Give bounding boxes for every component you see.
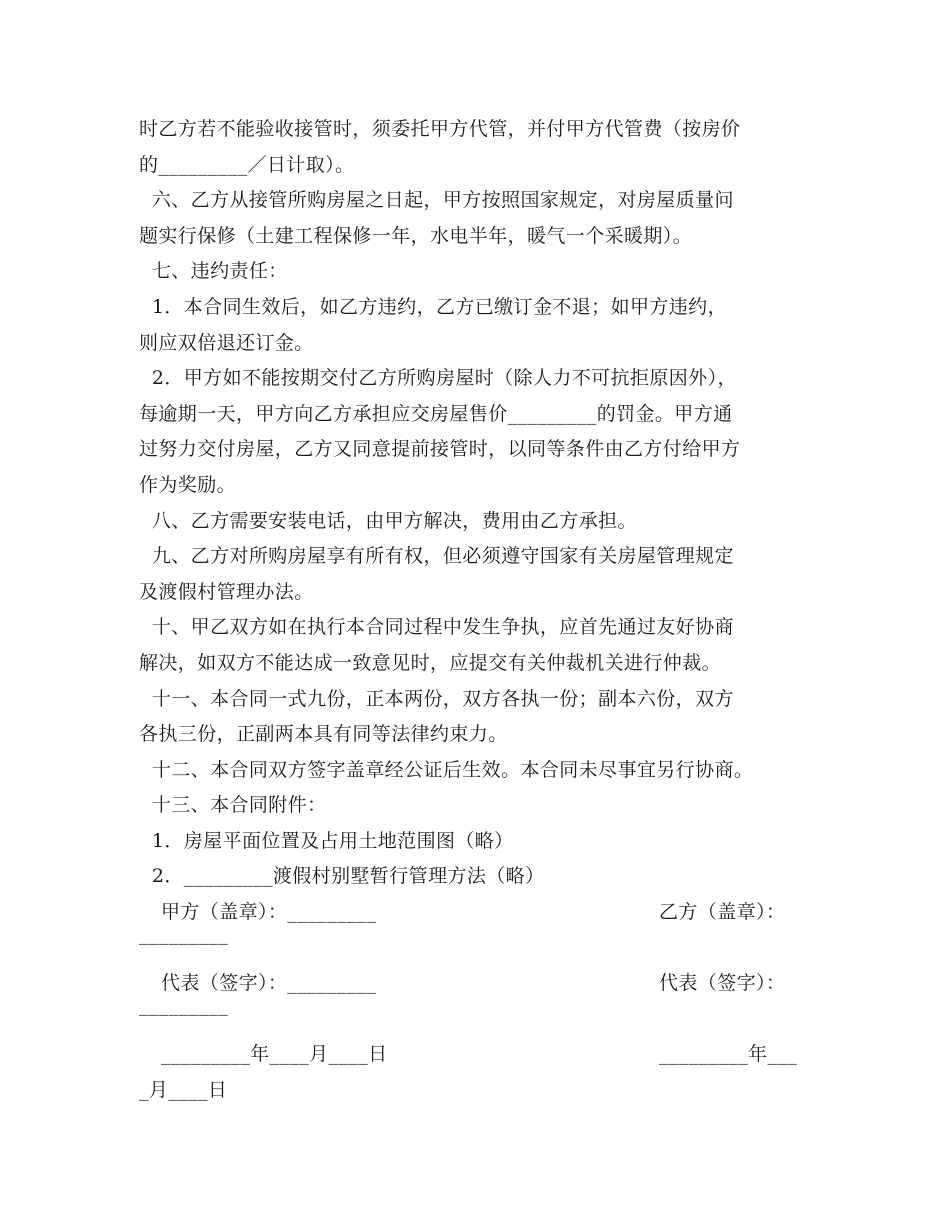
party-b-seal: 乙方（盖章）：: [659, 901, 786, 924]
signature-blank-line: [139, 993, 819, 1038]
contract-line: 每逾期一天，甲方向乙方承担应交房屋售价_________的罚金。甲方通: [139, 402, 733, 425]
clause-nine: 九、乙方对所购房屋享有所有权，但必须遵守国家有关房屋管理规定: [139, 545, 734, 568]
clause-ten: 十、甲乙双方如在执行本合同过程中发生争执，应首先通过友好协商: [139, 616, 734, 639]
representative-row: [139, 966, 819, 1002]
party-b-date-continued: _月____日: [139, 1079, 228, 1102]
party-b-representative: 代表（签字）：: [659, 972, 786, 995]
party-b-seal-blank: _________: [139, 922, 229, 945]
contract-line: 则应双倍退还订金。: [139, 331, 314, 354]
contract-line: 解决，如双方不能达成一致意见时，应提交有关仲裁机关进行仲裁。: [139, 651, 722, 674]
contract-line: 作为奖励。: [139, 473, 237, 496]
contract-line: 时乙方若不能验收接管时，须委托甲方代管，并付甲方代管费（按房价: [139, 118, 741, 140]
party-a-representative: 代表（签字）：_________: [161, 972, 377, 995]
contract-line: 题实行保修（土建工程保修一年，水电半年，暖气一个采暖期）。: [139, 224, 693, 247]
contract-line: 过努力交付房屋，乙方又同意提前接管时，以同等条件由乙方付给甲方: [139, 438, 741, 461]
clause-thirteen-heading: 十三、本合同附件：: [139, 794, 327, 817]
signature-blank-line: [139, 922, 819, 967]
attachment-item-2: 2．_________渡假村别墅暂行管理方法（略）: [139, 865, 545, 888]
seal-row: [139, 895, 819, 931]
party-b-rep-blank: _________: [139, 993, 229, 1016]
party-b-date: _________年___: [659, 1043, 798, 1066]
date-row: [139, 1037, 819, 1073]
clause-six: 六、乙方从接管所购房屋之日起，甲方按照国家规定，对房屋质量问: [139, 189, 734, 212]
clause-seven-heading: 七、违约责任：: [139, 260, 288, 283]
party-a-seal: 甲方（盖章）：_________: [161, 901, 377, 924]
clause-eleven: 十一、本合同一式九份，正本两份，双方各执一份；副本六份，双方: [139, 687, 734, 710]
contract-body: [139, 112, 819, 1109]
party-a-date: _________年____月____日: [161, 1043, 388, 1066]
contract-line: 的_________／日计取）。: [139, 153, 355, 176]
attachment-item-1: 1．房屋平面位置及占用土地范围图（略）: [139, 829, 514, 852]
contract-line: 及渡假村管理办法。: [139, 580, 314, 603]
clause-seven-item-1: 1．本合同生效后，如乙方违约，乙方已缴订金不退；如甲方违约，: [139, 295, 727, 318]
clause-seven-item-2: 2．甲方如不能按期交付乙方所购房屋时（除人力不可抗拒原因外），: [139, 367, 737, 390]
clause-twelve: 十二、本合同双方签字盖章经公证后生效。本合同未尽事宜另行协商。: [139, 758, 754, 781]
clause-eight: 八、乙方需要安装电话，由甲方解决，费用由乙方承担。: [139, 509, 637, 532]
contract-line: 各执三份，正副两本具有同等法律约束力。: [139, 723, 508, 746]
